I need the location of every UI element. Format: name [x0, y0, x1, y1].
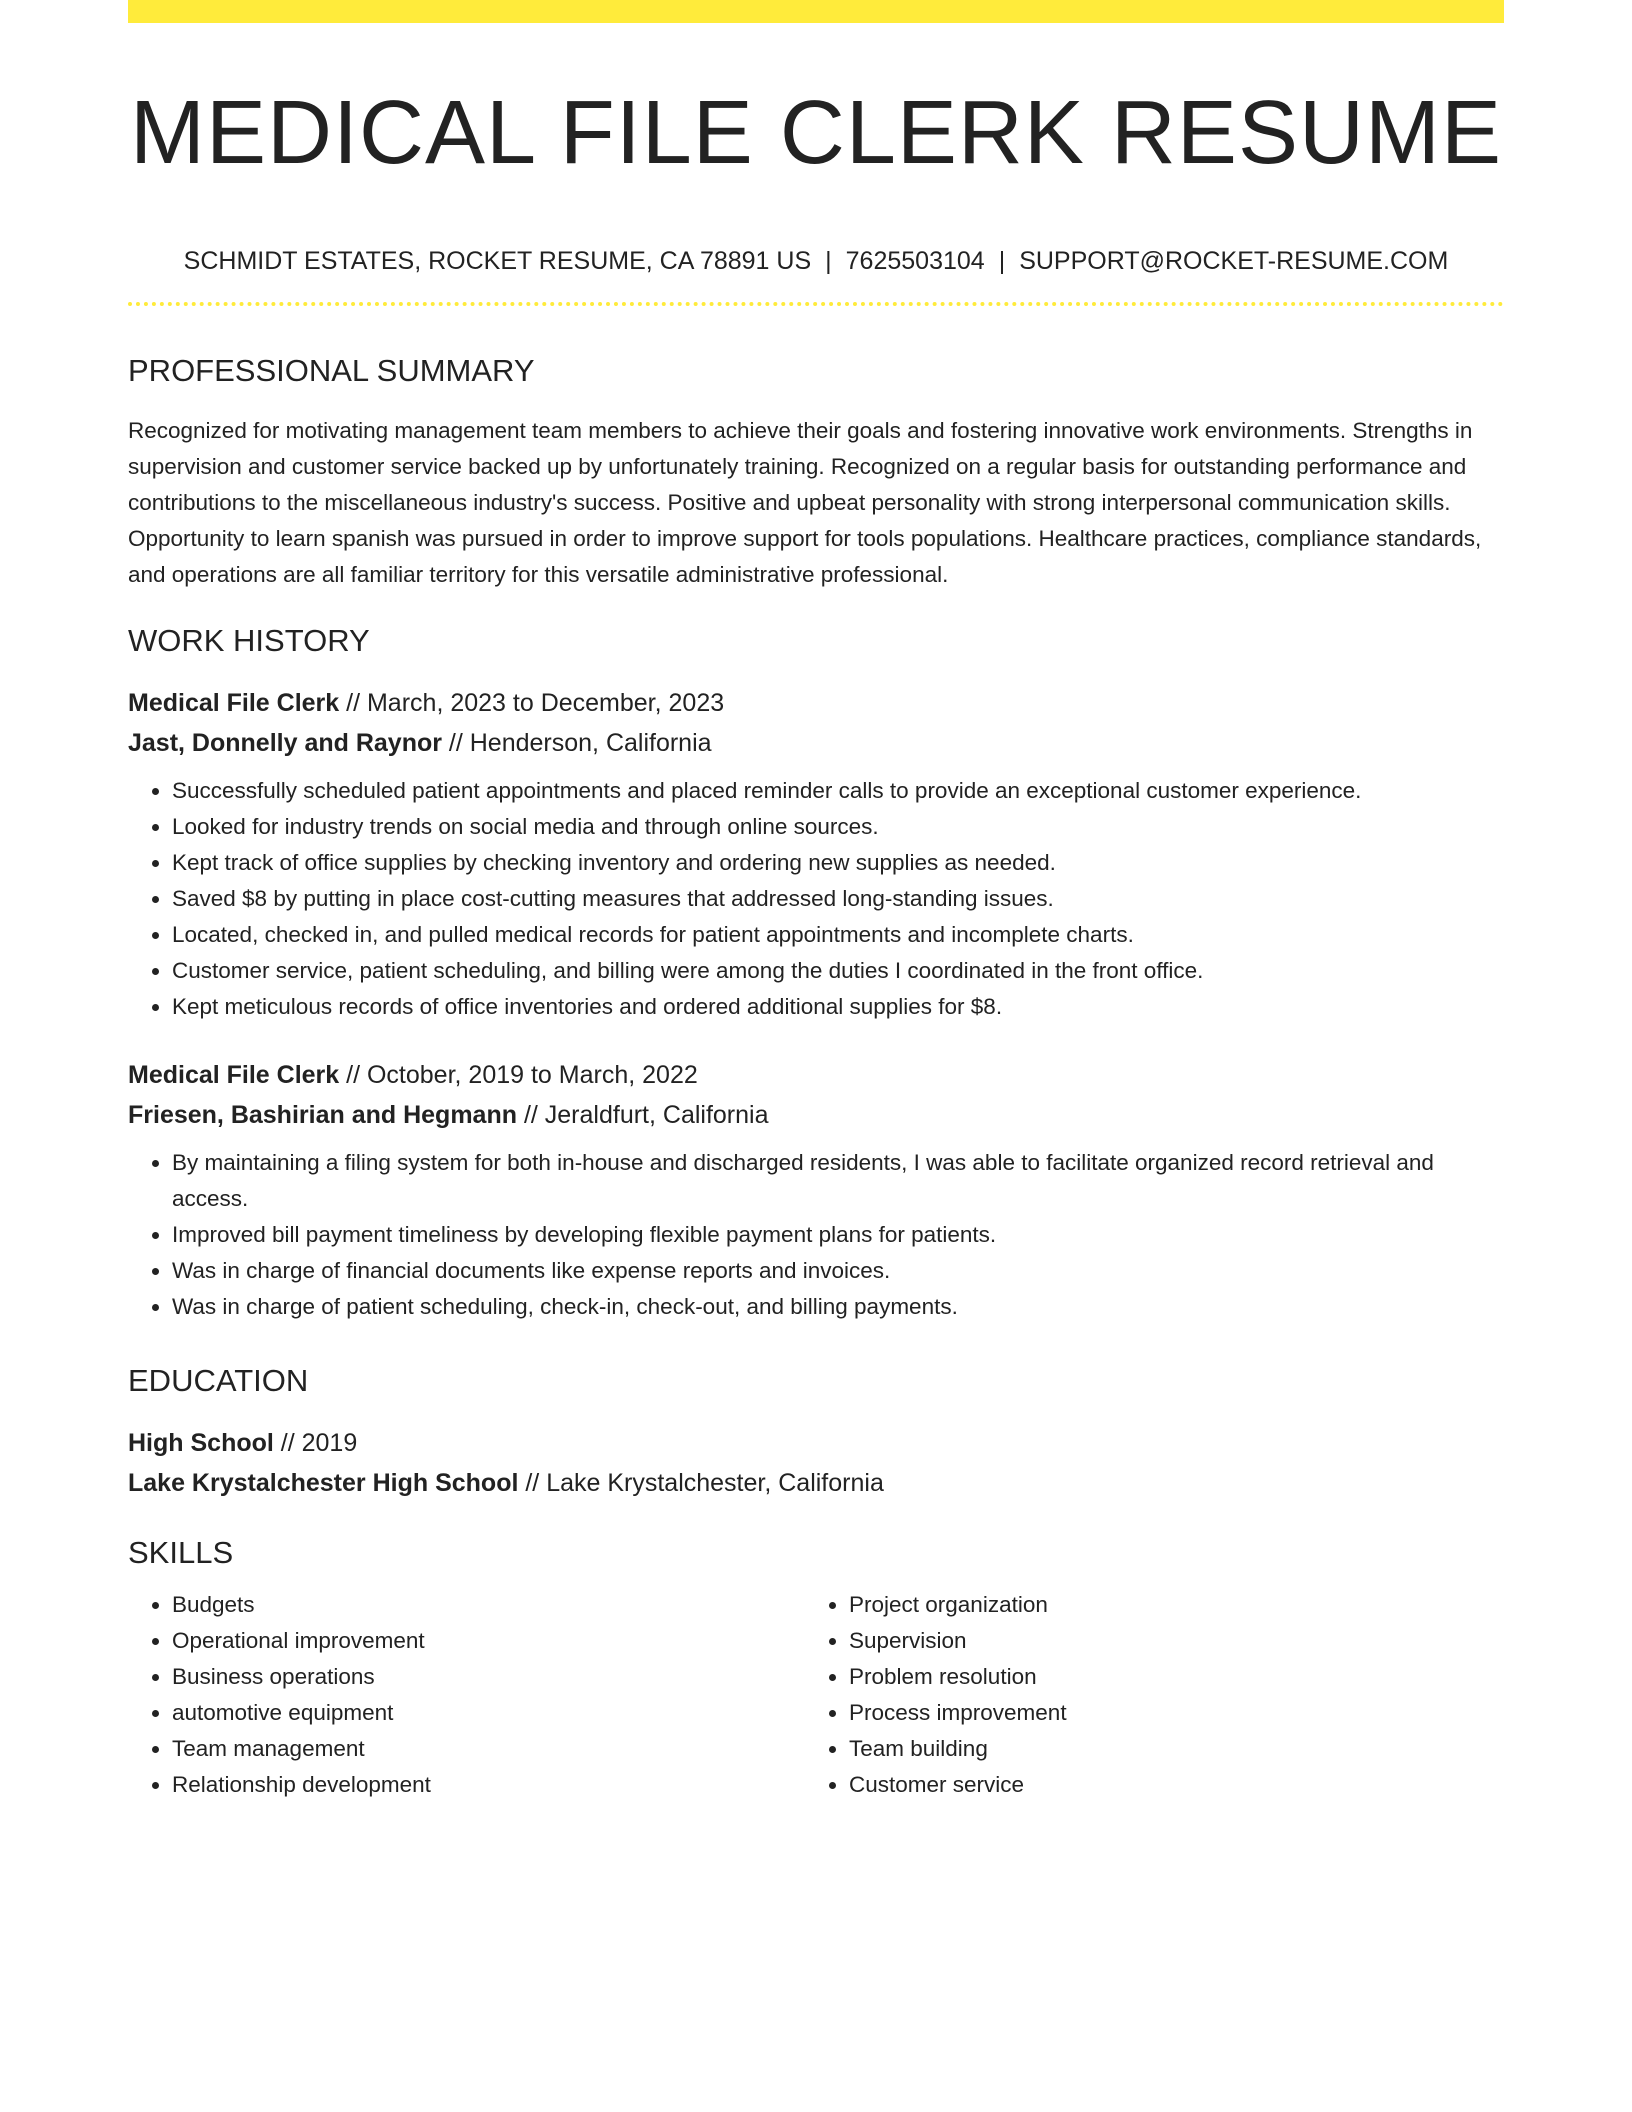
skill-item: • Team building: [849, 1731, 1504, 1767]
list-item: • Saved $8 by putting in place cost-cutting measures that addressed long-standing issues.: [172, 881, 1504, 917]
degree: High School: [128, 1429, 274, 1457]
list-item: • By maintaining a filing system for both in-house and discharged residents, I was able to facilitate organized record retrieval and access.: [172, 1145, 1504, 1217]
list-item: • Kept track of office supplies by checking inventory and ordering new supplies as needed.: [172, 845, 1504, 881]
professional-summary-section: [128, 351, 1504, 593]
contact-separator: |: [998, 247, 1006, 275]
contact-phone: 7625503104: [845, 247, 985, 275]
job-entry: [128, 683, 1504, 1025]
resume-page: [128, 0, 1504, 1803]
school-location: // Lake Krystalchester, California: [518, 1469, 884, 1497]
contact-line: [128, 245, 1504, 277]
job-title-line: [128, 683, 1504, 723]
top-accent-bar: [128, 0, 1504, 23]
section-heading: WORK HISTORY: [128, 623, 370, 658]
job-title: Medical File Clerk: [128, 1061, 340, 1089]
job-company: Friesen, Bashirian and Hegmann: [128, 1101, 517, 1129]
education-entry: [128, 1423, 1504, 1503]
work-history-section: [128, 621, 1504, 1325]
job-dates: // March, 2023 to December, 2023: [339, 689, 725, 717]
skill-item: • Problem resolution: [849, 1659, 1504, 1695]
resume-title: MEDICAL FILE CLERK RESUME: [130, 83, 1502, 183]
school-line: [128, 1463, 1504, 1503]
list-item: • Successfully scheduled patient appointments and placed reminder calls to provide an exceptional customer experience.: [172, 773, 1504, 809]
contact-separator: |: [825, 247, 832, 275]
job-company-line: [128, 1095, 1504, 1135]
skills-section: [128, 1533, 1504, 1803]
job-entry: [128, 1055, 1504, 1325]
skill-item: • Budgets: [172, 1587, 805, 1623]
job-location: // Jeraldfurt, California: [517, 1101, 769, 1129]
list-item: • Located, checked in, and pulled medical records for patient appointments and incomplete charts.: [172, 917, 1504, 953]
list-item: • Looked for industry trends on social media and through online sources.: [172, 809, 1504, 845]
section-heading: PROFESSIONAL SUMMARY: [128, 353, 535, 388]
list-item: • Kept meticulous records of office inventories and ordered additional supplies for $8.: [172, 989, 1504, 1025]
list-item: • Customer service, patient scheduling, and billing were among the duties I coordinated in the front office.: [172, 953, 1504, 989]
skills-list-left: [128, 1587, 805, 1803]
job-bullets: [128, 773, 1504, 1025]
contact-email: SUPPORT@ROCKET-RESUME.COM: [1019, 247, 1449, 275]
job-bullets: [128, 1145, 1504, 1325]
job-location: // Henderson, California: [441, 729, 712, 757]
list-item: • Was in charge of patient scheduling, check-in, check-out, and billing payments.: [172, 1289, 1504, 1325]
skill-item: • Customer service: [849, 1767, 1504, 1803]
skill-item: • Operational improvement: [172, 1623, 805, 1659]
job-dates: // October, 2019 to March, 2022: [339, 1061, 698, 1089]
degree-line: [128, 1423, 1504, 1463]
job-company-line: [128, 723, 1504, 763]
education-section: [128, 1361, 1504, 1503]
skill-item: • Supervision: [849, 1623, 1504, 1659]
school-name: Lake Krystalchester High School: [128, 1469, 519, 1497]
summary-text: Recognized for motivating management team members to achieve their goals and fostering innovative work environments. Strengths in supervision and customer service backed up by unfortunately training. Recognized on a regular basis for outstanding performance and contributions to the miscellaneous industry's success. Positive and upbeat personality with strong interpersonal communication skills. Opportunity to learn spanish was pursued in order to improve support for tools populations. Healthcare practices, compliance standards, and operations are all familiar territory for this versatile administrative professional.: [128, 418, 1482, 587]
skill-item: • Relationship development: [172, 1767, 805, 1803]
skill-item: • Project organization: [849, 1587, 1504, 1623]
dotted-divider: [128, 302, 1504, 306]
list-item: • Was in charge of financial documents like expense reports and invoices.: [172, 1253, 1504, 1289]
skill-item: • Business operations: [172, 1659, 805, 1695]
section-heading: SKILLS: [128, 1535, 234, 1570]
job-company: Jast, Donnelly and Raynor: [128, 729, 442, 757]
skills-columns: [128, 1587, 1504, 1803]
graduation-year: // 2019: [273, 1429, 358, 1457]
section-heading: EDUCATION: [128, 1363, 309, 1398]
job-title: Medical File Clerk: [128, 689, 340, 717]
contact-address: SCHMIDT ESTATES, ROCKET RESUME, CA 78891 US: [183, 247, 812, 275]
skill-item: • Team management: [172, 1731, 805, 1767]
skill-item: • automotive equipment: [172, 1695, 805, 1731]
skill-item: • Process improvement: [849, 1695, 1504, 1731]
skills-list-right: [805, 1587, 1504, 1803]
job-title-line: [128, 1055, 1504, 1095]
list-item: • Improved bill payment timeliness by developing flexible payment plans for patients.: [172, 1217, 1504, 1253]
